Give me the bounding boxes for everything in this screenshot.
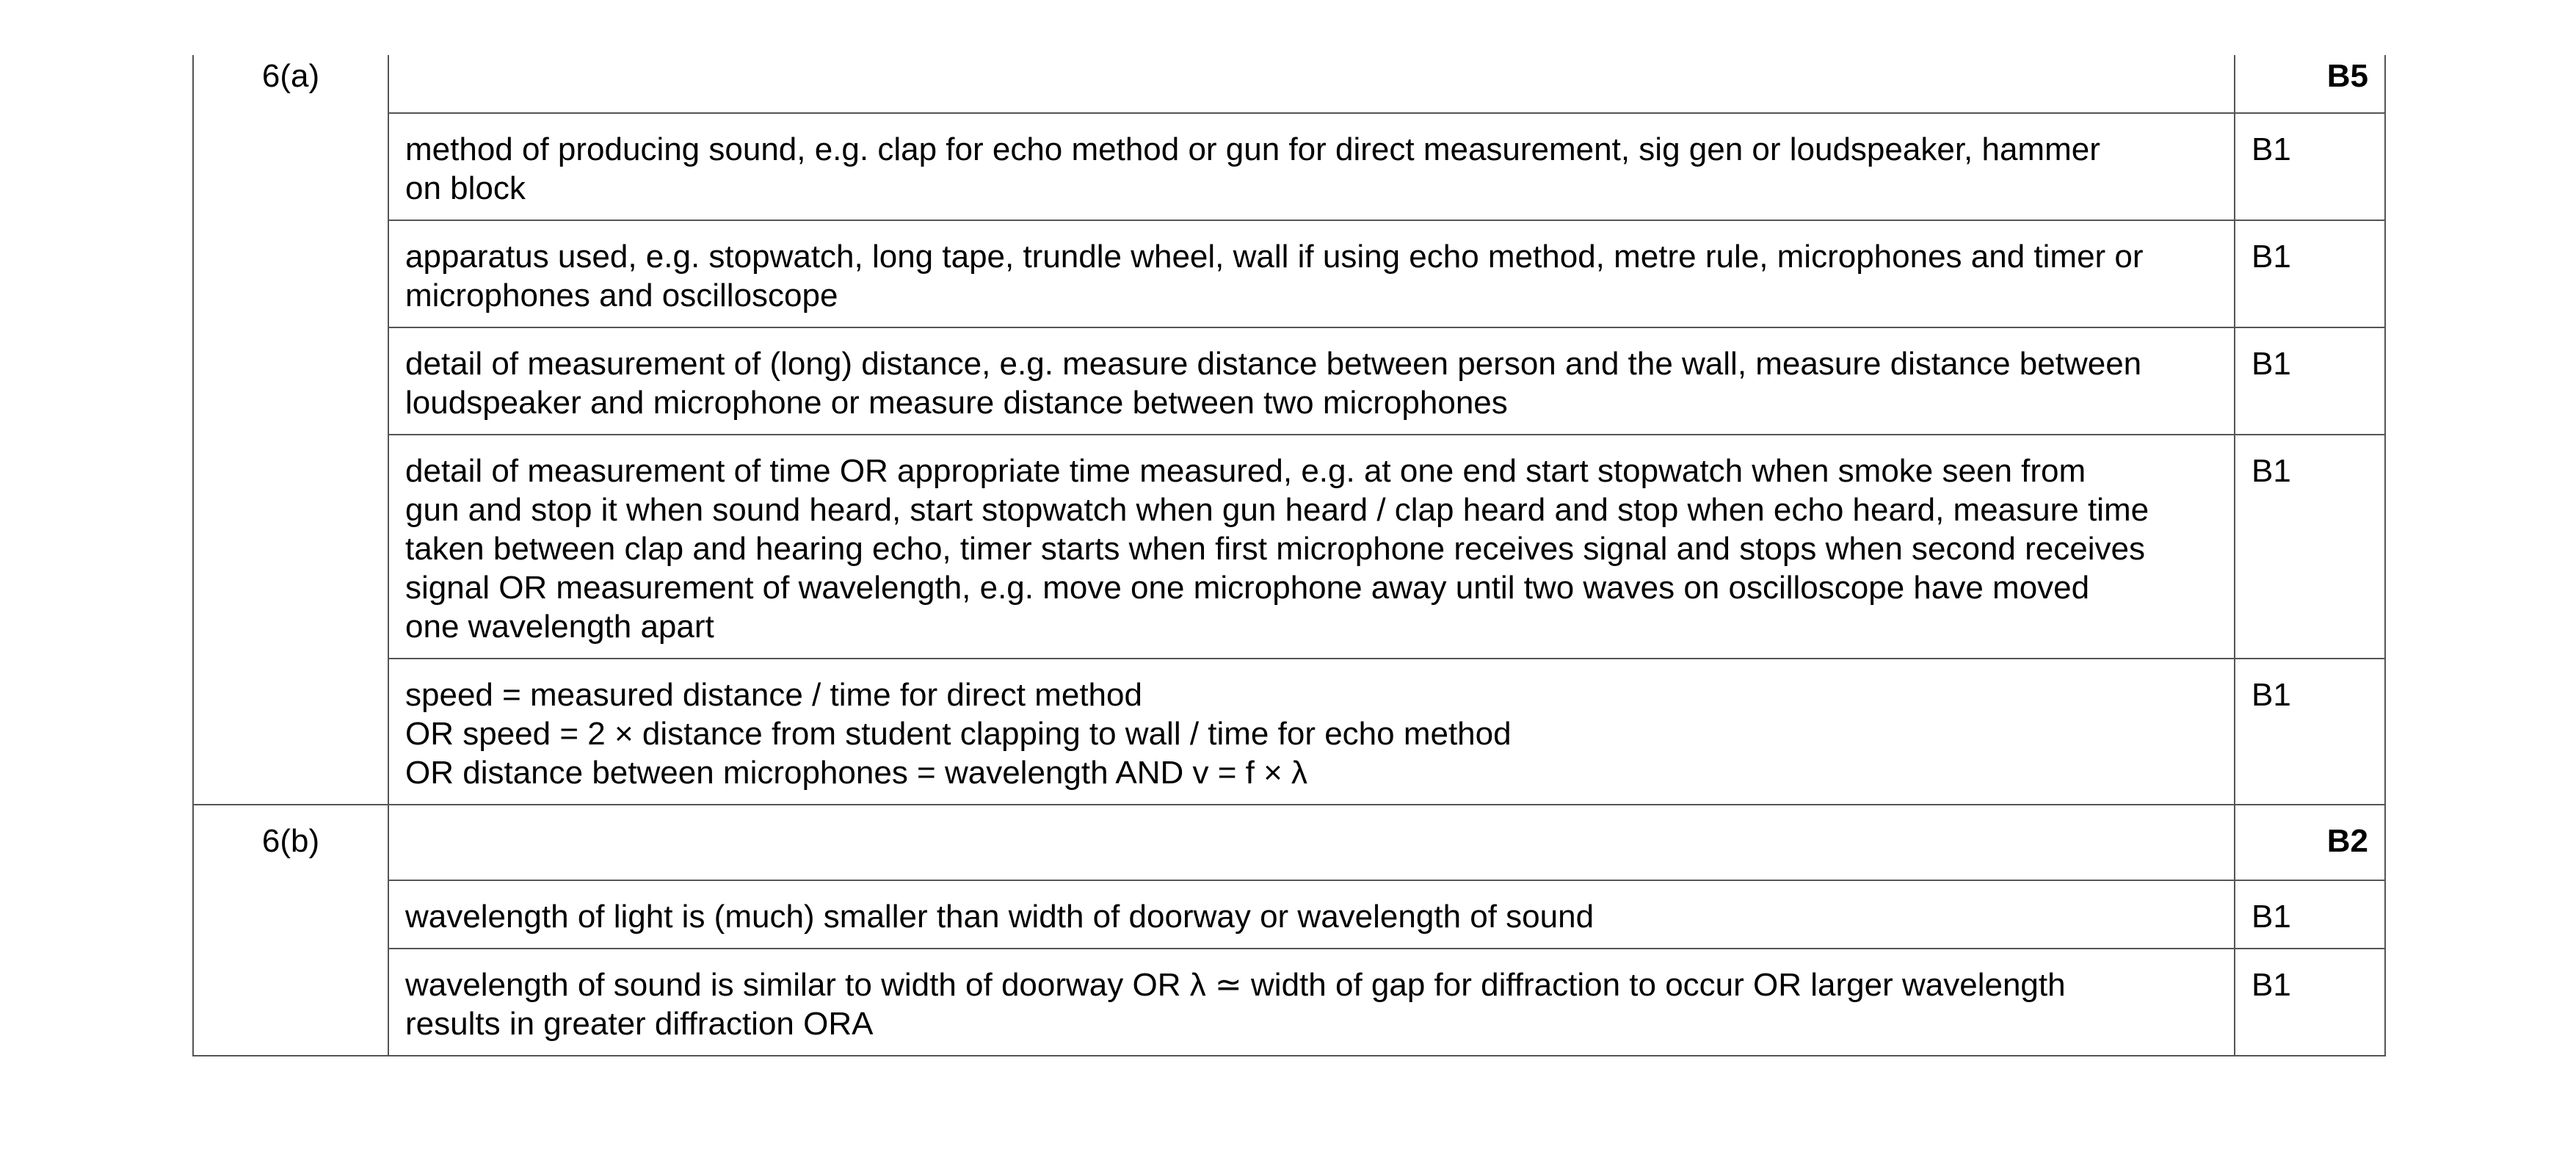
answer-text: detail of measurement of time OR appropriate time measured, e.g. at one end start stopwatch when smoke seen from gun and stop it when sound heard, start stopwatch when gun heard / clap heard and stop when echo heard, measure time taken between clap and hearing echo, timer starts when first microphone receives signal and stops when second receives signal OR measurement of wavelength, e.g. move one microphone away until two waves on oscilloscope have moved one wavelength apart [388, 435, 2235, 659]
answer-header-cell [388, 805, 2235, 880]
answer-text: wavelength of sound is similar to width of doorway OR λ ≃ width of gap for diffraction to occur OR larger wavelength results in greater diffraction ORA [388, 949, 2235, 1056]
mark-cell: B1 [2235, 435, 2385, 659]
total-mark: B5 [2235, 55, 2385, 113]
answer-row [193, 113, 2385, 220]
answer-header-cell [388, 55, 2235, 113]
mark-scheme-table [192, 55, 2386, 1056]
mark-cell: B1 [2235, 659, 2385, 805]
mark-cell: B1 [2235, 949, 2385, 1056]
answer-text: wavelength of light is (much) smaller than width of doorway or wavelength of sound [388, 880, 2235, 949]
total-mark: B2 [2235, 805, 2385, 880]
answer-text: detail of measurement of (long) distance, e.g. measure distance between person and the wall, measure distance between loudspeaker and microphone or measure distance between two microphones [388, 327, 2235, 435]
question-header-row [193, 55, 2385, 113]
answer-row [193, 435, 2385, 659]
answer-text: method of producing sound, e.g. clap for echo method or gun for direct measurement, sig gen or loudspeaker, hammer on block [388, 113, 2235, 220]
mark-cell: B1 [2235, 880, 2385, 949]
answer-text: speed = measured distance / time for direct method OR speed = 2 × distance from student clapping to wall / time for echo method OR distance between microphones = wavelength AND v = f × λ [388, 659, 2235, 805]
question-number: 6(a) [193, 55, 388, 805]
answer-row [193, 220, 2385, 327]
answer-row [193, 880, 2385, 949]
answer-text: apparatus used, e.g. stopwatch, long tape, trundle wheel, wall if using echo method, metre rule, microphones and timer or microphones and oscilloscope [388, 220, 2235, 327]
question-header-row [193, 805, 2385, 880]
mark-cell: B1 [2235, 327, 2385, 435]
mark-cell: B1 [2235, 113, 2385, 220]
answer-row [193, 327, 2385, 435]
question-number: 6(b) [193, 805, 388, 1056]
answer-row [193, 659, 2385, 805]
answer-row [193, 949, 2385, 1056]
mark-cell: B1 [2235, 220, 2385, 327]
